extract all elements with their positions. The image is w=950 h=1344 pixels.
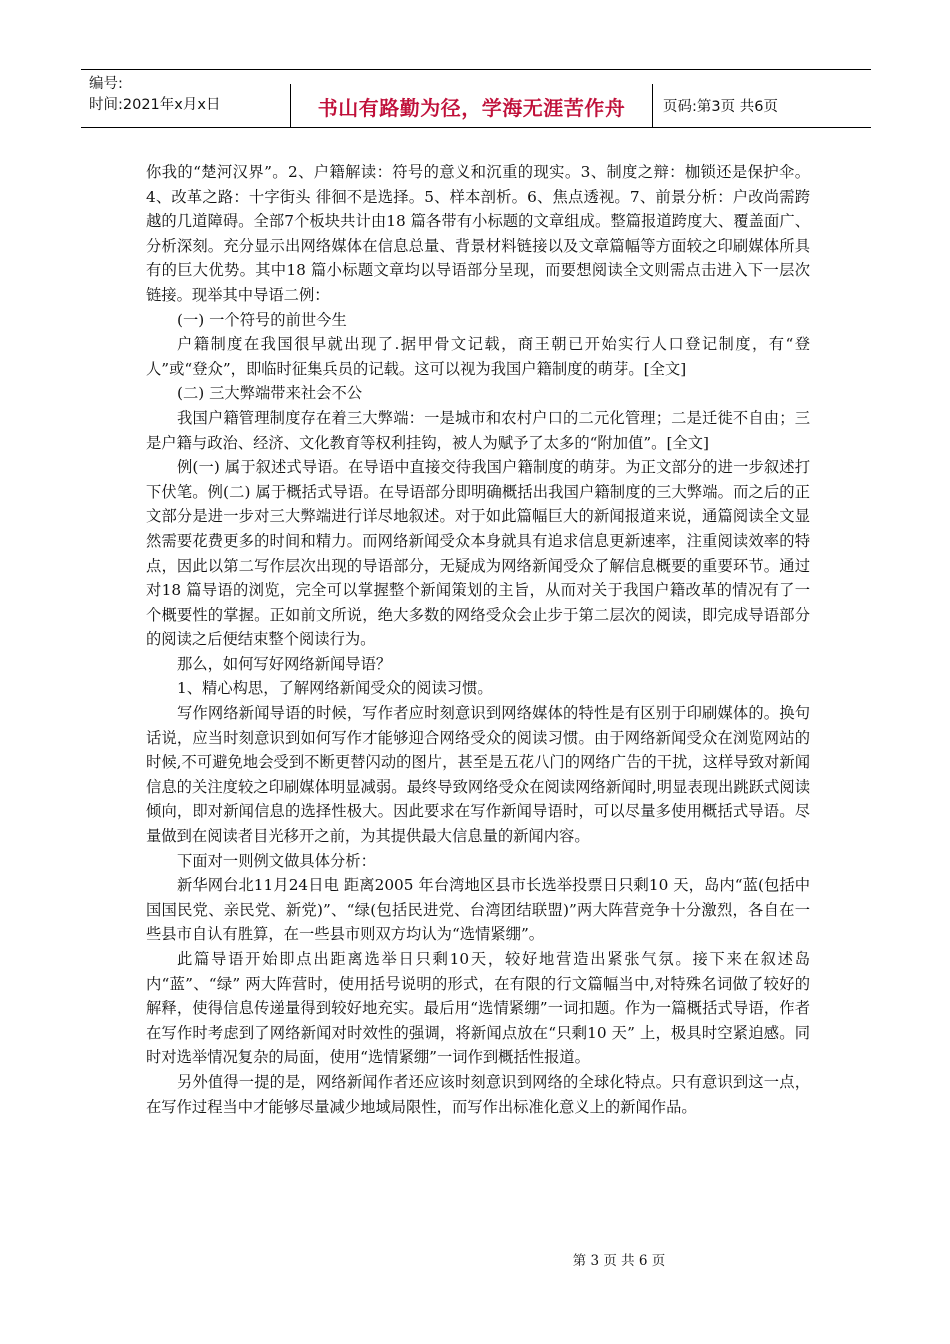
document-body	[146, 160, 810, 1119]
section-heading: 1、精心构思，了解网络新闻受众的阅读习惯。	[177, 679, 493, 698]
paragraph: 另外值得一提的是，网络新闻作者还应该时刻意识到网络的全球化特点。只有意识到这一点，在写作过程当中才能够尽量减少地域局限性，而写作出标准化意义上的新闻作品。	[146, 1072, 810, 1116]
date-label: 时间:2021年x月x日	[89, 97, 221, 113]
paragraph: 此篇导语开始即点出距离选举日只剩10天，较好地营造出紧张气氛。接下来在叙述岛内“蓝”、“绿” 两大阵营时，使用括号说明的形式，在有限的行文篇幅当中,对特殊名词做了较好的解释，使得信息传递量得到较好地充实。最后用“选情紧绷”一词扣题。作为一篇概括式导语，作者在写作时考虑到了网络新闻对时效性的强调，将新闻点放在“只剩10 天” 上，极具时空紧迫感。同时对选举情况复杂的局面，使用“选情紧绷”一词作到概括性报道。	[146, 950, 810, 1067]
subheading: (一) 一个符号的前世今生	[177, 310, 347, 329]
page-footer	[0, 1249, 950, 1269]
paragraph: 那么，如何写好网络新闻导语？	[177, 654, 392, 673]
header-page-label: 页码:第3页 共6页	[663, 99, 778, 115]
serial-label: 编号:	[89, 76, 123, 92]
paragraph: 写作网络新闻导语的时候，写作者应时刻意识到网络媒体的特性是有区别于印刷媒体的。换句话说，应当时刻意识到如何写作才能够迎合网络受众的阅读习惯。由于网络新闻受众在浏览网站的时候,不可避免地会受到不断更替闪动的图片，甚至是五花八门的网络广告的干扰，这样导致对新闻信息的关注度较之印刷媒体明显减弱。最终导致网络受众在阅读网络新闻时,明显表现出跳跃式阅读倾向，即对新闻信息的选择性极大。因此要求在写作新闻导语时，可以尽量多使用概括式导语。尽量做到在阅读者目光移开之前，为其提供最大信息量的新闻内容。	[146, 704, 810, 846]
quoted-example: 新华网台北11月24日电 距离2005 年台湾地区县市长选举投票日只剩10 天，岛内“蓝(包括中国国民党、亲民党、新党)”、“绿(包括民进党、台湾团结联盟)”两大阵营竞争十分激烈，各自在一些县市自认有胜算，在一些县市则双方均认为“选情紧绷”。	[146, 876, 810, 944]
paragraph: 下面对一则例文做具体分析：	[177, 851, 376, 870]
paragraph: 我国户籍管理制度存在着三大弊端：一是城市和农村户口的二元化管理；二是迁徙不自由；三是户籍与政治、经济、文化教育等权利挂钩，被人为赋予了太多的“附加值”。[全文]	[146, 408, 810, 452]
header-divider	[652, 84, 653, 127]
paragraph: 例(一) 属于叙述式导语。在导语中直接交待我国户籍制度的萌芽。为正文部分的进一步叙述打下伏笔。例(二) 属于概括式导语。在导语部分即明确概括出我国户籍制度的三大弊端。而之后的正文部分是进一步对三大弊端进行详尽地叙述。对于如此篇幅巨大的新闻报道来说，通篇阅读全文显然需要花费更多的时间和精力。而网络新闻受众本身就具有追求信息更新速率，注重阅读效率的特点，因此以第二写作层次出现的导语部分，无疑成为网络新闻受众了解信息概要的重要环节。通过对18 篇导语的浏览，完全可以掌握整个新闻策划的主旨，从而对关于我国户籍改革的情况有了一个概要性的掌握。正如前文所说，绝大多数的网络受众会止步于第二层次的阅读，即完成导语部分的阅读之后便结束整个阅读行为。	[146, 458, 810, 649]
paragraph: 你我的“楚河汉界”。2、户籍解读：符号的意义和沉重的现实。3、制度之辩：枷锁还是保护伞。4、改革之路：十字街头 徘徊不是选择。5、样本剖析。6、焦点透视。7、前景分析：户改尚需跨越的几道障碍。全部7个板块共计由18 篇各带有小标题的文章组成。整篇报道跨度大、覆盖面广、分析深刻。充分显示出网络媒体在信息总量、背景材料链接以及文章篇幅等方面较之印刷媒体所具有的巨大优势。其中18 篇小标题文章均以导语部分呈现，而要想阅读全文则需点击进入下一层次链接。现举其中导语二例：	[146, 163, 810, 304]
subheading: (二) 三大弊端带来社会不公	[177, 384, 363, 403]
paragraph: 户籍制度在我国很早就出现了.据甲骨文记载，商王朝已开始实行人口登记制度，有“登人”或“登众”，即临时征集兵员的记载。这可以视为我国户籍制度的萌芽。[全文]	[146, 335, 810, 378]
header-meta	[89, 74, 285, 116]
footer-page-number: 第 3 页 共 6 页	[572, 1253, 666, 1269]
header-motto: 书山有路勤为径，学海无涯苦作舟	[317, 96, 626, 120]
page-header	[81, 69, 871, 128]
